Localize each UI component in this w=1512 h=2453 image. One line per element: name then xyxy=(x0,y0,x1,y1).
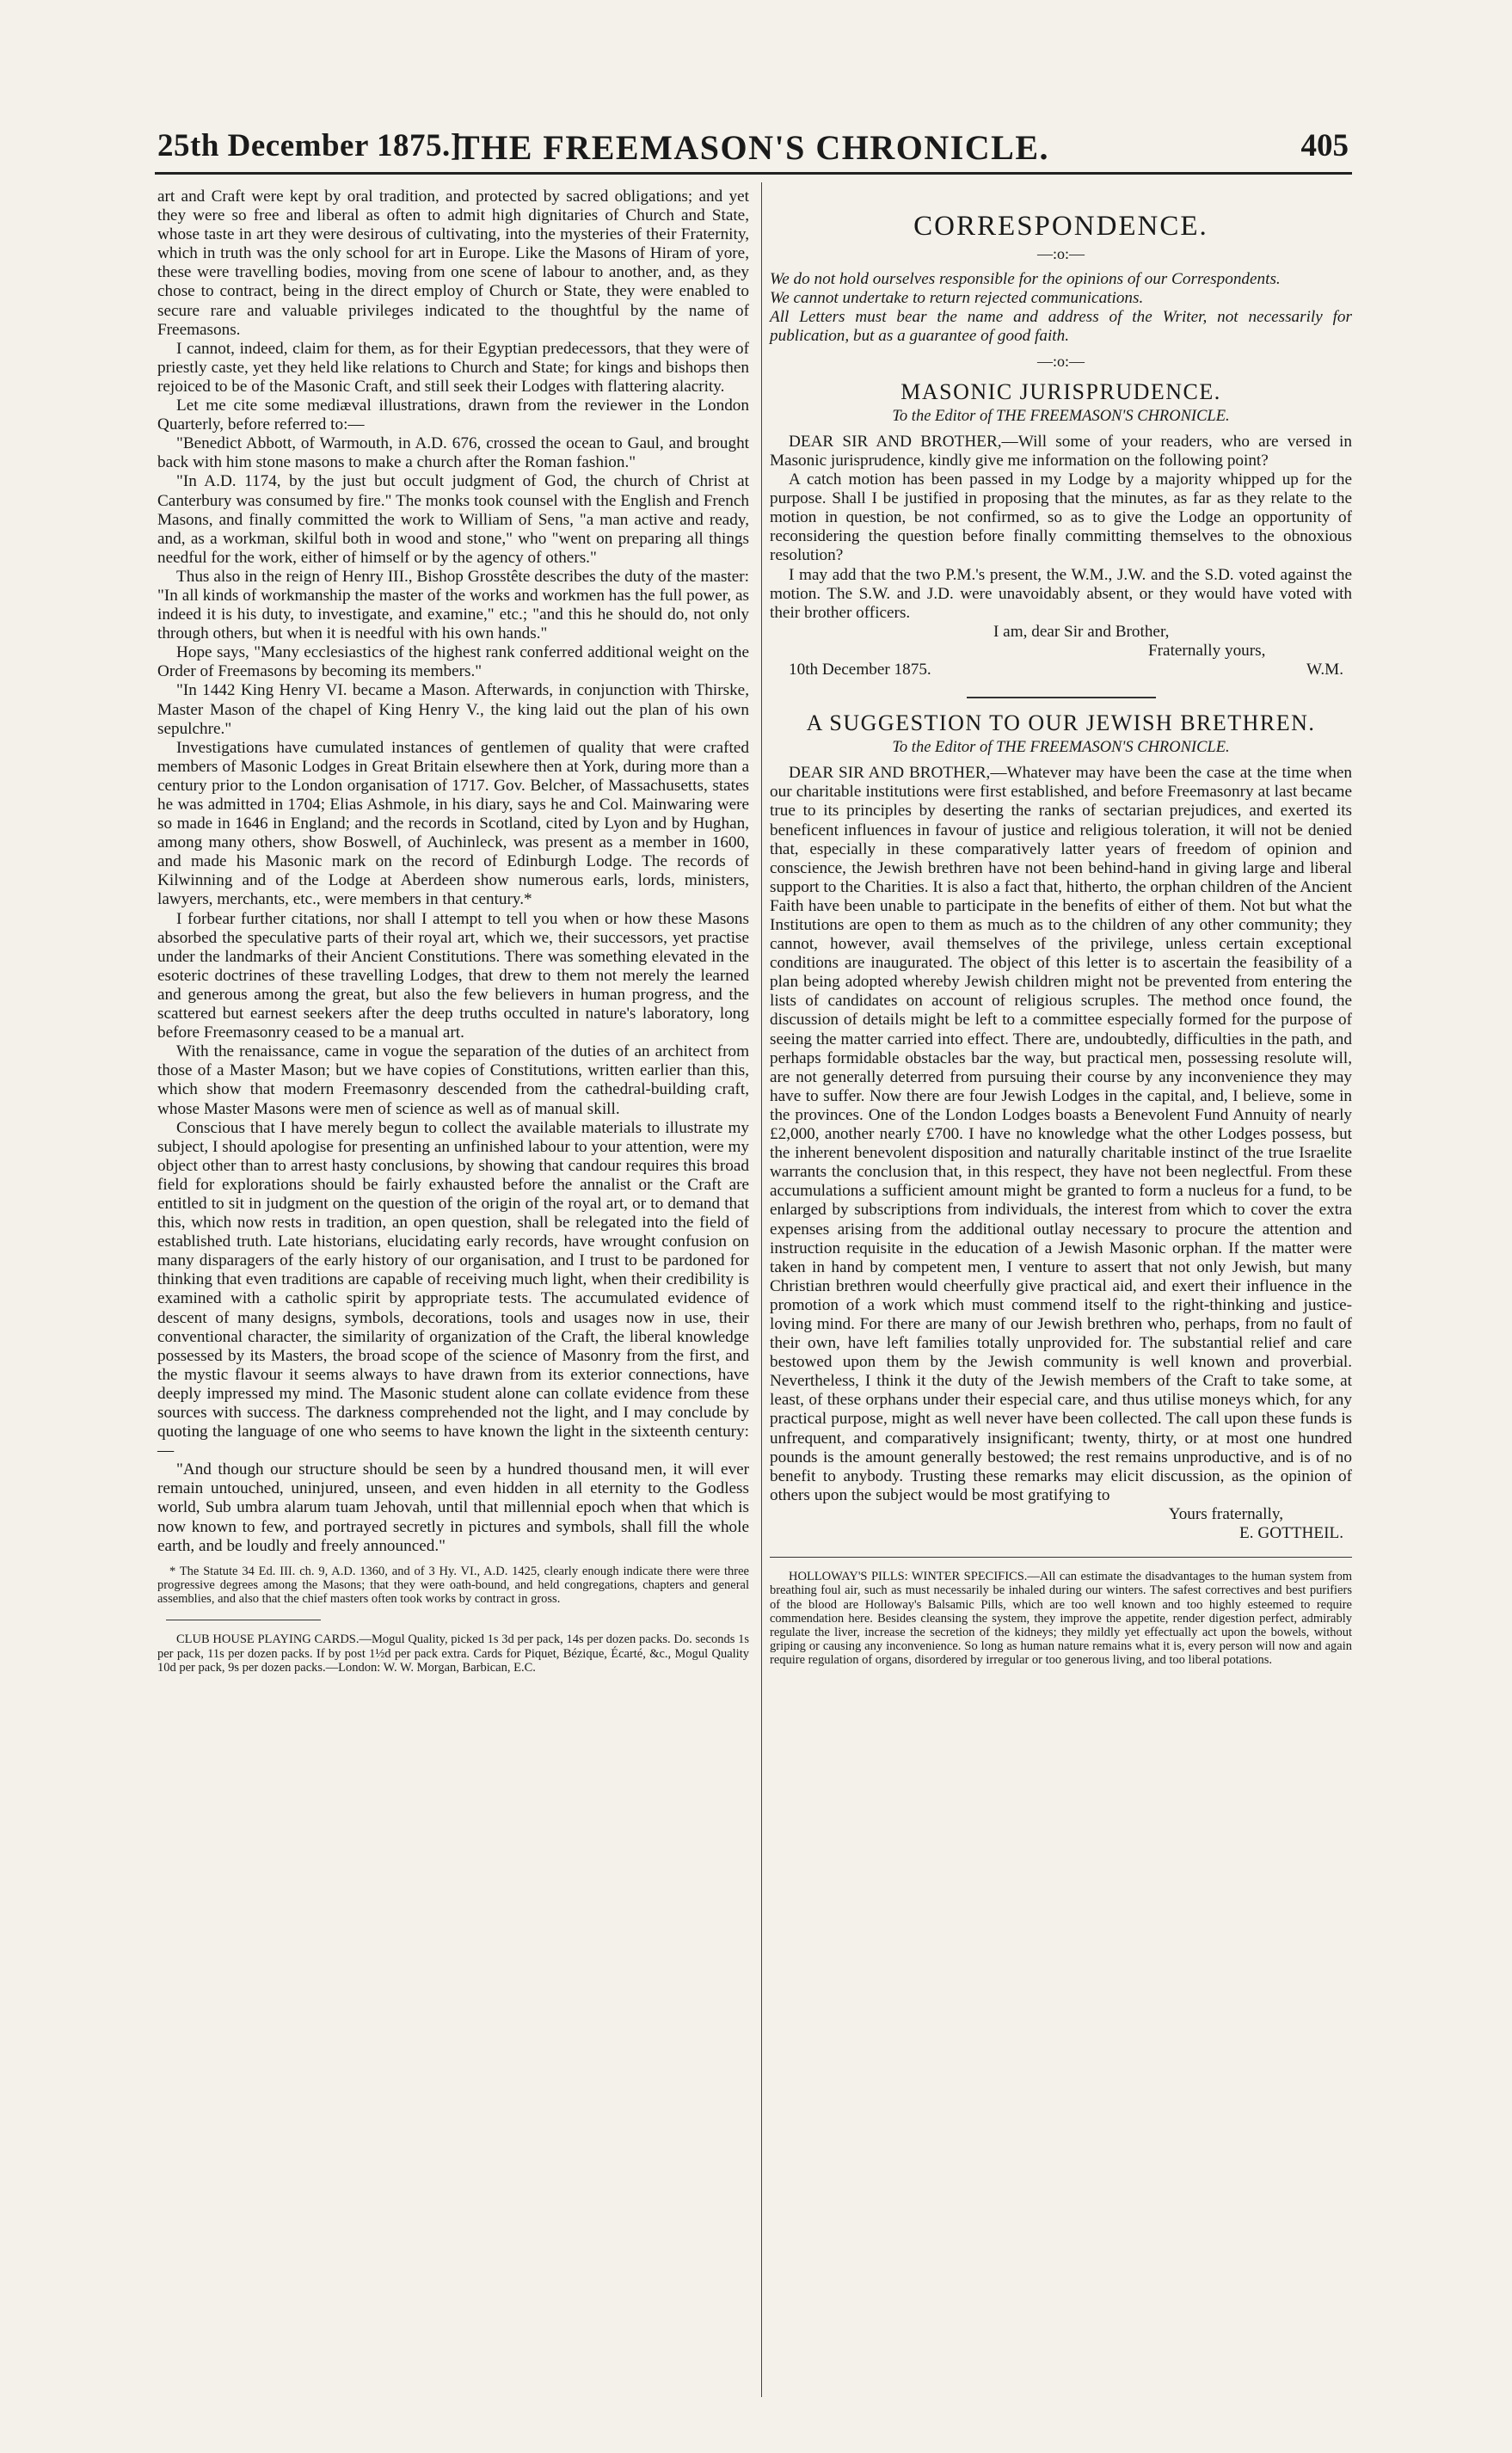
masthead-rule xyxy=(155,172,1352,175)
letter-title: MASONIC JURISPRUDENCE. xyxy=(900,378,1221,404)
article-paragraph: "In 1442 King Henry VI. became a Mason. Afterwards, in conjunction with Thirske, Master Mason of the chapel of King Henry V., the king laid out the plan of his own sepulchre." xyxy=(157,681,749,738)
signature: E. GOTTHEIL. xyxy=(1239,1524,1343,1542)
letter-date: 10th December 1875. xyxy=(789,660,931,679)
publication-title: THE FREEMASON'S CHRONICLE. xyxy=(456,128,1050,167)
page-number: 405 xyxy=(1300,128,1349,163)
advert-text: CLUB HOUSE PLAYING CARDS.—Mogul Quality, picked 1s 3d per pack, 14s per dozen packs. Do. seconds 1s per pack, 11s per dozen packs. If by post 1½d per pack extra. Cards for Piquet, Bézique, Écarté, &c., Mogul Quality 10d per pack, 9s per dozen packs.—London: W. W. Morgan, Barbican, E.C. xyxy=(157,1632,749,1675)
footnote xyxy=(157,1565,749,1607)
letter-paragraph: A catch motion has been passed in my Lodge by a majority whipped up for the purpose. Shall I be justified in proposing that the minutes, as far as they relate to the motion in question, be not confirmed, so as to give the Lodge an opportunity of reconsidering the question before finally committing themselves to the obnoxious resolution? xyxy=(770,470,1352,565)
article-paragraph: Hope says, "Many ecclesiastics of the highest rank conferred additional weight on the Order of Freemasons by becoming its members." xyxy=(157,643,749,681)
article-paragraph: art and Craft were kept by oral tradition, and protected by sacred obligations; and yet they were so free and liberal as often to admit high dignitaries of Church and State, whose taste in art they were desirous of cultivating, into the mysteries of their Fraternity, which in truth was the only school for art in Europe. Like the Masons of Hiram of yore, these were travelling bodies, moving from one scene of labour to another, and, as they chose to contract, being in the direct employ of Church or State, they were enabled to secure rare and valuable privileges indicated to the thoughtful by the name of Freemasons. xyxy=(157,188,749,339)
date-signature-row xyxy=(770,661,1352,679)
advert-rule xyxy=(770,1557,1352,1558)
closing: Yours fraternally, xyxy=(1168,1504,1283,1523)
article-paragraph: I forbear further citations, nor shall I attempt to tell you when or how these Masons absorbed the speculative parts of their royal art, which we, their successors, yet practise under the landmarks of their Ancient Constitutions. There was something elevated in the esoteric doctrines of these travelling Lodges, that drew to them not merely the learned and generous among the great, but also the few believers in human progress, and the scattered but earnest seekers after the deep truths occulted in nature's laboratory, long before Freemasonry ceased to be a manual art. xyxy=(157,909,749,1042)
article-paragraph: "In A.D. 1174, by the just but occult judgment of God, the church of Christ at Canterbury was consumed by fire." The monks took counsel with the English and French Masons, and finally committed the work to William of Sens, "a man active and ready, and, as a workman, skilful both in wood and stone," who "went on preparing all things needful for the work, either of himself or by the agency of others." xyxy=(157,472,749,567)
left-column xyxy=(157,188,749,1675)
letter-title: A SUGGESTION TO OUR JEWISH BRETHREN. xyxy=(806,710,1316,736)
article-paragraph: "Benedict Abbott, of Warmouth, in A.D. 676, crossed the ocean to Gaul, and brought back with him stone masons to make a church after the Roman fashion." xyxy=(157,434,749,472)
notice: We cannot undertake to return rejected communications. xyxy=(770,289,1144,308)
separator: —:o:— xyxy=(1036,352,1085,370)
separator: —:o:— xyxy=(1036,245,1085,263)
letter-paragraph: DEAR SIR AND BROTHER,—Will some of your readers, who are versed in Masonic jurisprudence, kindly give me information on the following point? xyxy=(770,432,1352,470)
section-heading: CORRESPONDENCE. xyxy=(913,211,1208,242)
advertisement xyxy=(770,1570,1352,1667)
notice: All Letters must bear the name and address of the Writer, not necessarily for publication, but as a guarantee of good faith. xyxy=(770,308,1352,346)
article-paragraph: Investigations have cumulated instances of gentlemen of quality that were crafted members of Masonic Lodges in Great Britain elsewhere then at York, during more than a century prior to the London organisation of 1717. Gov. Belcher, of Massachusetts, states he was admitted in 1704; Elias Ashmole, in his diary, says he and Col. Mainwaring were so made in 1646 in England; and the records in Scotland, cited by Lyon and by Hughan, among many others, show Boswell, of Auchinleck, was present as a member in 1600, and made his Masonic mark on the record of Edinburgh Lodge. The records of Kilwinning and of the Lodge at Aberdeen show numerous earls, lords, ministers, lawyers, merchants, etc., were members in that century.* xyxy=(157,738,749,909)
closing: I am, dear Sir and Brother, xyxy=(993,622,1170,641)
closing: Fraternally yours, xyxy=(1148,641,1266,660)
right-column xyxy=(770,188,1352,1668)
article-paragraph: Let me cite some mediæval illustrations, drawn from the reviewer in the London Quarterly, before referred to:— xyxy=(157,397,749,434)
letter-addressee: To the Editor of THE FREEMASON'S CHRONICLE. xyxy=(892,739,1230,757)
footnote-text: * The Statute 34 Ed. III. ch. 9, A.D. 1360, and of 3 Hy. VI., A.D. 1425, clearly enough indicate there were three progressive degrees among the Masons; that they were oath-bound, and held congregations, chapters and general assemblies, and also that the chief masters often took works by contract in gross. xyxy=(157,1564,749,1607)
notice: We do not hold ourselves responsible for the opinions of our Correspondents. xyxy=(770,270,1281,289)
article-paragraph: "And though our structure should be seen by a hundred thousand men, it will ever remain untouched, uninjured, unseen, and even hidden in all eternity to the Godless world, Sub umbra alarum tuam Jehovah, until that millennial epoch when that which is now known to few, and portrayed secretly in pictures and symbols, shall fill the whole earth, and be loudly and freely announced." xyxy=(157,1460,749,1555)
article-paragraph: Conscious that I have merely begun to collect the available materials to illustrate my subject, I should apologise for presenting an unfinished labour to your attention, were my object other than to arrest hasty conclusions, by showing that candour requires this broad field for explorations should be fairly exhausted before the annalist or the Craft are entitled to sit in judgment on the question of the origin of the royal art, or to demand that this, which now rests in tradition, an open question, shall be relegated into the field of established truth. Late historians, elucidating early records, have wrought confusion on many disparagers of the early history of our organisation, and I trust to be pardoned for thinking that even traditions are capable of receiving much light, when their credibility is examined with a catholic spirit by appropriate tests. The accumulated evidence of descent of many designs, symbols, decorations, tools and usages now in use, their conventional character, the similarity of organization of the Craft, the liberal knowledge possessed by its Masters, the broad scope of the science of Masonry from the first, and the mystic flavour it seems always to have drawn from its exterior connections, have deeply impressed my mind. The Masonic student alone can collate evidence from these sources with success. The darkness comprehended not the light, and I may conclude by quoting the language of one who seems to have known the light in the sixteenth century:— xyxy=(157,1118,749,1460)
salutation: DEAR SIR AND BROTHER, xyxy=(789,432,1002,451)
letter-paragraph: DEAR SIR AND BROTHER,—Whatever may have been the case at the time when our charitable institutions were first established, and before Freemasonry at last became true to its principles by deserting the ranks of sectarian prejudices, and exerted its beneficent influences in favour of justice and religious toleration, it will not be denied that, especially in these comparatively latter years of freedom of opinion and conscience, the Jewish brethren have not been behind-hand in giving large and liberal support to the Charities. It is also a fact that, hitherto, the orphan children of the Ancient Faith have been unable to participate in the benefits of either of them. Not but what the Institutions are open to them as much as to the children of any other community; they cannot, however, avail themselves of the privilege, unless certain exceptional conditions are inaugurated. The object of this letter is to ascertain the feasibility of a plan being adopted whereby Jewish children might not be prevented from entering the lists of candidates on account of religious scruples. The method once found, the discussion of details might be left to a committee especially formed for the purpose of seeing the matter carried into effect. There are, undoubtedly, difficulties in the path, and perhaps formidable obstacles bar the way, but practical men, possessing resolute will, are not generally deterred from pursuing their course by any inconvenience they may have to suffer. Now there are four Jewish Lodges in the capital, and, I believe, some in the provinces. One of the London Lodges boasts a Benevolent Fund Annuity of nearly £2,000, another nearly £700. I have no knowledge what the other Lodges possess, but the inherent benevolent disposition and naturally charitable instinct of the true Israelite warrants the conclusion that, in this respect, they have not been neglectful. From these accumulations a sufficient amount might be granted to form a nucleus for a fund, to be enlarged by subscriptions from individuals, the interest from which to cover the extra expenses arising from the additional outlay necessary to procure the attention and instruction requisite in the education of a Jewish Masonic orphan. If the matter were taken in hand by competent men, I venture to assert that not only Jewish, but many Christian brethren would cheerfully give practical aid, and exert their influence in the promotion of a work which must commend itself to the right-thinking and justice-loving mind. For there are many of our Jewish brethren who, perhaps, from no fault of their own, have left families totally unprovided for. The substantial relief and care bestowed upon them by the Jewish community is well known and proverbial. Nevertheless, I think it the duty of the Jewish members of the Craft to take some, at least, of these orphans under their especial care, and thus utilise moneys which, for any practical purpose, might as well never have been collected. The call upon these funds is unfrequent, and comparatively insignificant; twenty, thirty, or at most one hundred pounds is the amount generally bestowed; the rest remains unproductive, and is of no benefit to anybody. Trusting these remarks may elicit discussion, as the opinion of others upon the subject would be most gratifying to xyxy=(770,764,1353,1504)
salutation: DEAR SIR AND BROTHER, xyxy=(789,764,991,783)
article-paragraph: I cannot, indeed, claim for them, as for their Egyptian predecessors, that they were of priestly caste, yet they held like relations to Church and State; for kings and bishops then rejoiced to be of the Masonic Craft, and still seek their Lodges with flattering alacrity. xyxy=(157,339,749,396)
letter-paragraph: I may add that the two P.M.'s present, the W.M., J.W. and the S.D. voted against the motion. The S.W. and J.D. were unavoidably absent, or they would have voted with their brother officers. xyxy=(770,565,1352,622)
issue-date: 25th December 1875.] xyxy=(157,128,462,163)
masthead xyxy=(157,127,1349,172)
column-divider xyxy=(761,182,762,2397)
signature: W.M. xyxy=(1306,660,1343,679)
letter-addressee: To the Editor of THE FREEMASON'S CHRONICLE. xyxy=(892,407,1230,425)
advertisement xyxy=(157,1632,749,1675)
article-paragraph: With the renaissance, came in vogue the separation of the duties of an architect from those of a Master Mason; but we have copies of Constitutions, written earlier than this, which show that modern Freemasonry descended from the cathedral-building craft, whose Master Masons were men of science as well as of manual skill. xyxy=(157,1042,749,1118)
article-paragraph: Thus also in the reign of Henry III., Bishop Grosstête describes the duty of the master: "In all kinds of workmanship the master of the works and workmen has the full power, as indeed it is his duty, to investigate, and examine," etc.; "and this he should do, not only through others, but when it is needful with his own hands." xyxy=(157,567,749,643)
advert-text: HOLLOWAY'S PILLS: WINTER SPECIFICS.—All can estimate the disadvantages to the human system from breathing foul air, such as must necessarily be inhaled during our winters. The safest correctives and best purifiers of the blood are Holloway's Balsamic Pills, which are too well known and too highly esteemed to require commendation here. Besides cleansing the system, they improve the appetite, render digestion perfect, admirably regulate the liver, increase the secretion of the kidneys; they mildly yet effectually act upon the bowels, without griping or causing any inconvenience. So long as human nature remains what it is, every person will now and again require regulation of organs, disordered by irregular or too generous living, and too liberal potations. xyxy=(770,1570,1352,1668)
section-rule xyxy=(967,697,1156,698)
